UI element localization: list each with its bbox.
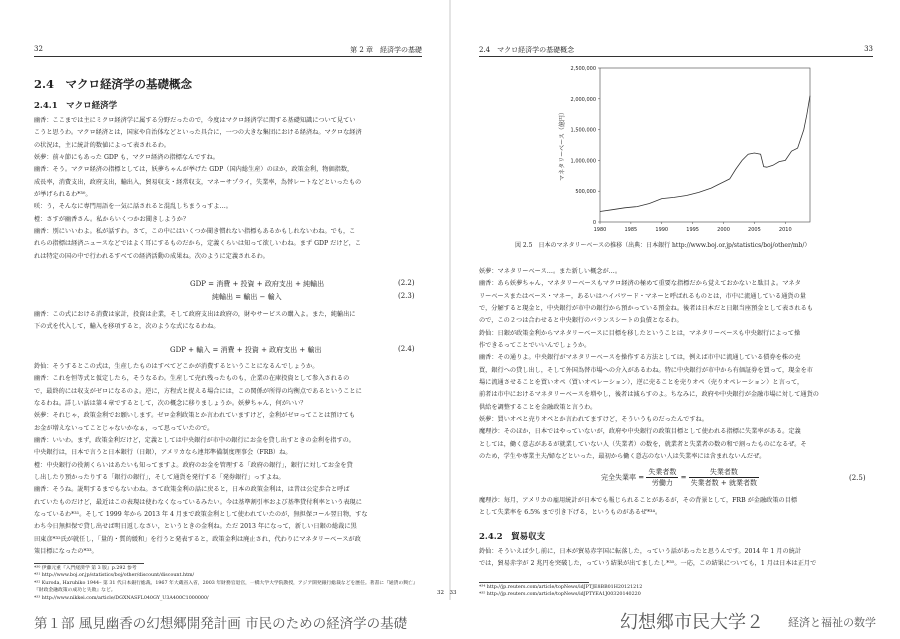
x-tick-label: 1980 bbox=[593, 227, 607, 233]
text-line: 中央銀行は，日本で言うと日本銀行（日銀），アメリカなら連邦準備制度理事会（FRB）ね。 bbox=[34, 449, 292, 457]
text-line: 魔理沙：そのほか，日本ではやっていないが，政府や中央銀行の政策目標として使われる指標に失業率がある。定義 bbox=[479, 428, 801, 436]
text-line: 鈴仙：そうするとこの式は，生産したものはすべてどこかが消費するということになるんでしょうか。 bbox=[34, 363, 319, 370]
right-page bbox=[451, 0, 900, 600]
text-line: 策目標になったの*³³。 bbox=[34, 548, 98, 556]
text-line: のため，学生や専業主夫/婦などといった，最初から働く意志のない人は失業率には含まれないんだぜ。 bbox=[479, 453, 766, 461]
running-header bbox=[34, 44, 422, 57]
body-text bbox=[34, 115, 422, 263]
equation-number: (2.4) bbox=[398, 345, 415, 353]
text-line: 妖夢：それじゃ，政策金利でお願いします。ゼロ金利政策とか言われていますけど，金利がゼロってことは預けても bbox=[34, 412, 356, 420]
y-tick-label: 2,500,000 bbox=[570, 66, 596, 72]
text-line: 供給を調整することを金融政策と言うわ。 bbox=[479, 403, 597, 411]
text-line: 成長率，消費支出，政府支出，輸出入，貿易収支・経常収支，マネーサプライ，失業率，為替レートなどといったもの bbox=[34, 178, 362, 186]
footnote-rule bbox=[34, 563, 144, 564]
subsection-title: 2.4.1 マクロ経済学 bbox=[34, 101, 118, 111]
monetary-base-chart bbox=[556, 64, 816, 236]
x-tick-label: 2010 bbox=[778, 227, 792, 233]
text-line: *³⁵ http://jp.reuters.com/article/topNews/idJPTYEA1J00320140220 bbox=[479, 592, 641, 598]
text-line: ので，この２つは合わせると中央銀行のバランスシートの負債となるわ。 bbox=[479, 317, 683, 325]
equation-2-3: 純輸出 = 輸出 − 輸入 bbox=[212, 293, 282, 301]
text-line: 幽香：これを恒等式と仮定したら，そうなるわ。生産して売れ残ったものも，企業の在庫投資として参入されるの bbox=[34, 375, 350, 383]
figure-caption: 図 2.5 日本のマネタリーベースの推移（出典：日本銀行 http://www.boj.or.jp/statistics/boj/other/mb/） bbox=[515, 242, 811, 249]
text-line: 田東彦*³²氏が就任し，「量的・質的緩和」を行うと発表すると，政策金利は廃止され，代わりにマネタリーベースが政 bbox=[34, 535, 361, 543]
text-line: で，最終的には収支がゼロになるのよ。逆に，方程式と捉える場合には，この関係が所得の均衡点であるということに bbox=[34, 387, 362, 395]
text-line: として失業率を 6.5% まで引き下げる，というものがあるぜ*³⁴。 bbox=[479, 509, 662, 517]
text-line: 鈴仙：日銀が政策金利からマネタリーベースに目標を移したということは，マネタリーベースも中央銀行によって操 bbox=[479, 329, 801, 337]
body-text bbox=[34, 361, 422, 559]
body-text bbox=[479, 266, 873, 464]
text-line: 前者は市中におけるマネタリーベースを増やし，後者は減らすのよ。ちなみに，政府や中央銀行が金融市場に対して通貨の bbox=[479, 391, 819, 399]
running-title: 2.4 マクロ経済学の基礎概念 bbox=[479, 46, 575, 54]
text-line: お金が増えないってことじゃないかなぁ，って思っていたので。 bbox=[34, 424, 214, 432]
text-line: *³² Kuroda, Haruhiko 1944– 第 31 代日本銀行総裁。1967 年大蔵省入省，2003 年財務官退官，一橋大学大学院教授，アジア開発銀行総裁などを歴任。著書に『通貨の興亡』『財政金融政策の成功と失敗』など。 bbox=[34, 580, 418, 594]
body-text bbox=[479, 546, 873, 571]
text-line: れは特定の国の中で行われるすべての経済活動の成果ね。次のように定義されるわ。 bbox=[34, 252, 269, 260]
text-line: 幽香：この式における消費は家計，投資は企業，そして政府支出は政府の，財やサービスの購入よ。また，純輸出に bbox=[34, 311, 356, 318]
text-line: 幽香：そうね。説明するまでもないわね。さて政策金利の話に戻ると，日本の政策金利は，は昔は公定歩合と呼ば bbox=[34, 486, 350, 494]
text-line: では，貿易赤字が 2 兆円を突破した，っていう結果が出てましたし*³⁵。一応，この結果についても，1 月は日本は正月で bbox=[479, 560, 817, 568]
text-line: *³¹ http://www.boj.or.jp/statistics/boj/other/discount/discount.htm/ bbox=[34, 573, 195, 579]
x-tick-label: 1985 bbox=[624, 227, 638, 233]
text-line: 咲：う，そんなに専門用語を一気に話されると混乱しちまうっすよ…。 bbox=[34, 203, 232, 211]
text-line: 幽香：ここまでは主にミクロ経済学に属する分野だったので，今度はマクロ経済学に関する基礎知識について見てい bbox=[34, 117, 356, 124]
fraction-numerator: 失業者数 bbox=[648, 468, 677, 476]
y-tick-label: 1,500,000 bbox=[570, 127, 596, 134]
text-line: 橙：さすが幽香さん。私からいくつかお聞きしようか？ bbox=[34, 215, 190, 223]
text-line: 場に流通させることを買いオペ（買いオペレーション），逆に売ることを売りオペ（売りオペレーション）と言って， bbox=[479, 379, 804, 387]
subsection-title: 2.4.2 貿易収支 bbox=[479, 532, 546, 542]
text-line: し出したり預かったりする「銀行の銀行」，そして通貨を発行する「発券銀行」っすよね。 bbox=[34, 474, 285, 482]
fraction bbox=[689, 467, 759, 488]
footnotes bbox=[34, 565, 422, 602]
text-line: 魔理沙：毎月，アメリカの雇用統計が日本でも報じられることがあるが，その背景として，FRB が金融政策の目標 bbox=[479, 497, 798, 504]
y-tick-label: 1,000,000 bbox=[570, 158, 596, 165]
equation-2-5 bbox=[601, 467, 759, 488]
text-line: 作できるってことでいいんでしょうか。 bbox=[479, 342, 591, 350]
x-tick-label: 1995 bbox=[686, 227, 700, 233]
text-line: *³⁴ http://jp.reuters.com/article/topNews/idJPTJE8BB01H20121212 bbox=[479, 585, 643, 590]
running-header bbox=[479, 44, 873, 57]
text-line: わち今日無担保で貸し出せば明日返しなさい，というときの金利ね。ただ 2013 年になって，新しい日銀の総裁に黒 bbox=[34, 523, 357, 531]
y-tick-label: 2,000,000 bbox=[570, 96, 596, 103]
text-line: 鈴仙：そういえば少し前に，日本が貿易赤字国に転落した，っていう話があったと思うんです。2014 年 1 月の統計 bbox=[479, 548, 802, 555]
plot-frame bbox=[600, 68, 810, 222]
spread-page-numbers: 32 33 bbox=[437, 590, 457, 596]
text-line: 下の式を代入して，輸入を移項すると，次のような式になるわね。 bbox=[34, 323, 220, 331]
text-line: で，分解すると現金と，中央銀行が市中の銀行から預かっている預金ね。後者は日本だと日銀当座預金として表されるも bbox=[479, 305, 813, 313]
footnote-rule bbox=[479, 582, 589, 583]
text-line: リーベースまたはベース・マネー，あるいはハイパワード・マネーと呼ばれるものとは，市中に流通している通貨の量 bbox=[479, 292, 806, 300]
series-line bbox=[600, 96, 810, 212]
fraction-denominator: 労働力 bbox=[651, 479, 673, 487]
y-axis-label: マネタリーベース（億円） bbox=[559, 109, 566, 181]
equation-number: (2.2) bbox=[398, 279, 415, 287]
text-line: としては，働く意志があるが就業していない人（失業者）の数を，就業者と失業者の数の和で割ったものになるぜ。そ bbox=[479, 440, 807, 448]
x-tick-label: 2005 bbox=[748, 227, 761, 233]
equation-number: (2.3) bbox=[398, 292, 415, 300]
x-tick-label: 2000 bbox=[717, 227, 730, 233]
text-line: なっているわ*³¹。そして 1999 年から 2013 年 4 月まで政策金利として使われていたのが，無担保コール翌日物，すな bbox=[34, 511, 368, 519]
text-line: *³³ http://www.nikkei.com/article/DGXNASFL040GY_U3A400C1000000/ bbox=[34, 595, 209, 601]
text-line: が挙げられるわ*³⁰。 bbox=[34, 191, 92, 199]
equation-lhs: 完全失業率 = bbox=[601, 473, 645, 482]
equation-2-4: GDP + 輸入 = 消費 + 投資 + 政府支出 + 輸出 bbox=[170, 346, 322, 354]
equation-number: (2.5) bbox=[849, 474, 866, 482]
text-line: 幽香：そう。マクロ経済の指標としては，妖夢ちゃんが挙げた GDP（国内総生産）のほか，政策金利，物価指数， bbox=[34, 166, 354, 174]
text-line: なるわね。詳しい話は第４章でするとして，次の概念に移りましょうか。妖夢ちゃん，何がいい？ bbox=[34, 400, 307, 408]
page-number: 33 bbox=[864, 45, 873, 53]
text-line: *³⁰ 伊藤元重『入門経済学 第 3 版』p.292 参考 bbox=[34, 566, 137, 571]
body-text bbox=[34, 309, 422, 334]
chart-axes bbox=[571, 66, 810, 233]
fraction-denominator: 失業者数 + 就業者数 bbox=[690, 479, 757, 487]
text-line: 妖夢：前々節にもあった GDP も，マクロ経済の指標なんですね。 bbox=[34, 154, 219, 162]
text-line: の状況は，主に統計的数値によって表されるわ。 bbox=[34, 141, 170, 149]
left-page bbox=[0, 0, 449, 600]
text-line: れていたものだけど，最近はこの表現は使わなくなっているみたい。今は基準割引率および基準貸付利率という表現に bbox=[34, 498, 362, 506]
text-line: 妖夢：マネタリーベース…。また新しい概念が…。 bbox=[479, 268, 622, 275]
page-number: 32 bbox=[34, 45, 43, 53]
text-line: 幽香：別にいいわよ。私が話すわ。さて，この中にはいくつか聞き慣れない指標もあるかもしれないわね。でも，こ bbox=[34, 228, 356, 236]
footnotes bbox=[479, 584, 873, 599]
text-line: れらの指標は経済ニュースなどではよく耳にするものだから，定義くらいは知って欲しいわね。まず GDP だけど，こ bbox=[34, 240, 362, 248]
text-line: 橙：中央銀行の役割くらいはあたいも知ってますよ。政府のお金を管理する「政府の銀行」，銀行に対してお金を貸 bbox=[34, 461, 353, 469]
text-line: 幽香：あら妖夢ちゃん，マネタリーベースもマクロ経済の極めて重要な指標だから覚えておかないと駄目よ。マネタ bbox=[479, 280, 801, 288]
text-line: 妖夢：買いオペと売りオペとか言われてますけど，そういうものだったんですね。 bbox=[479, 416, 708, 424]
y-tick-label: 500,000 bbox=[575, 189, 596, 196]
body-text bbox=[479, 495, 873, 520]
bottom-banner bbox=[0, 604, 900, 639]
banner-title: 幻想郷市民大学２ bbox=[620, 612, 764, 633]
y-tick-label: 0 bbox=[592, 220, 596, 226]
running-title: 第 2 章 経済学の基礎 bbox=[350, 46, 422, 54]
x-tick-label: 1990 bbox=[655, 227, 669, 233]
equation-2-2: GDP = 消費 + 投資 + 政府支出 + 純輸出 bbox=[190, 280, 325, 288]
text-line: こうと思うわ。マクロ経済とは，国家や自治体などといった具合に，一つの大きな集団における経済ね。マクロな経済 bbox=[34, 129, 362, 137]
banner-subtitle: 経済と福祉の数学 bbox=[788, 616, 876, 629]
text-line: 幽香：その通りよ。中央銀行がマネタリーベースを操作する方法としては，例えば市中に流通している債券を株の売 bbox=[479, 354, 801, 362]
equals-sign: = bbox=[680, 473, 687, 482]
text-line: 幽香：いいわ。まず，政策金利だけど，定義としては中央銀行が市中の銀行にお金を貸し出すときの金利を指すの。 bbox=[34, 437, 355, 445]
text-line: 買，銀行への貸し出し，そして外国為替市場への介入があるわね。特に中央銀行が市中から有価証券を買って，現金を市 bbox=[479, 366, 813, 374]
chart-series bbox=[600, 96, 810, 212]
section-title: 2.4 マクロ経済学の基礎概念 bbox=[34, 77, 193, 91]
fraction bbox=[646, 467, 678, 488]
banner-left-text: 第１部 風見幽香の幻想郷開発計画 市民のための経済学の基礎 bbox=[34, 616, 408, 632]
fraction-numerator: 失業者数 bbox=[689, 467, 759, 478]
